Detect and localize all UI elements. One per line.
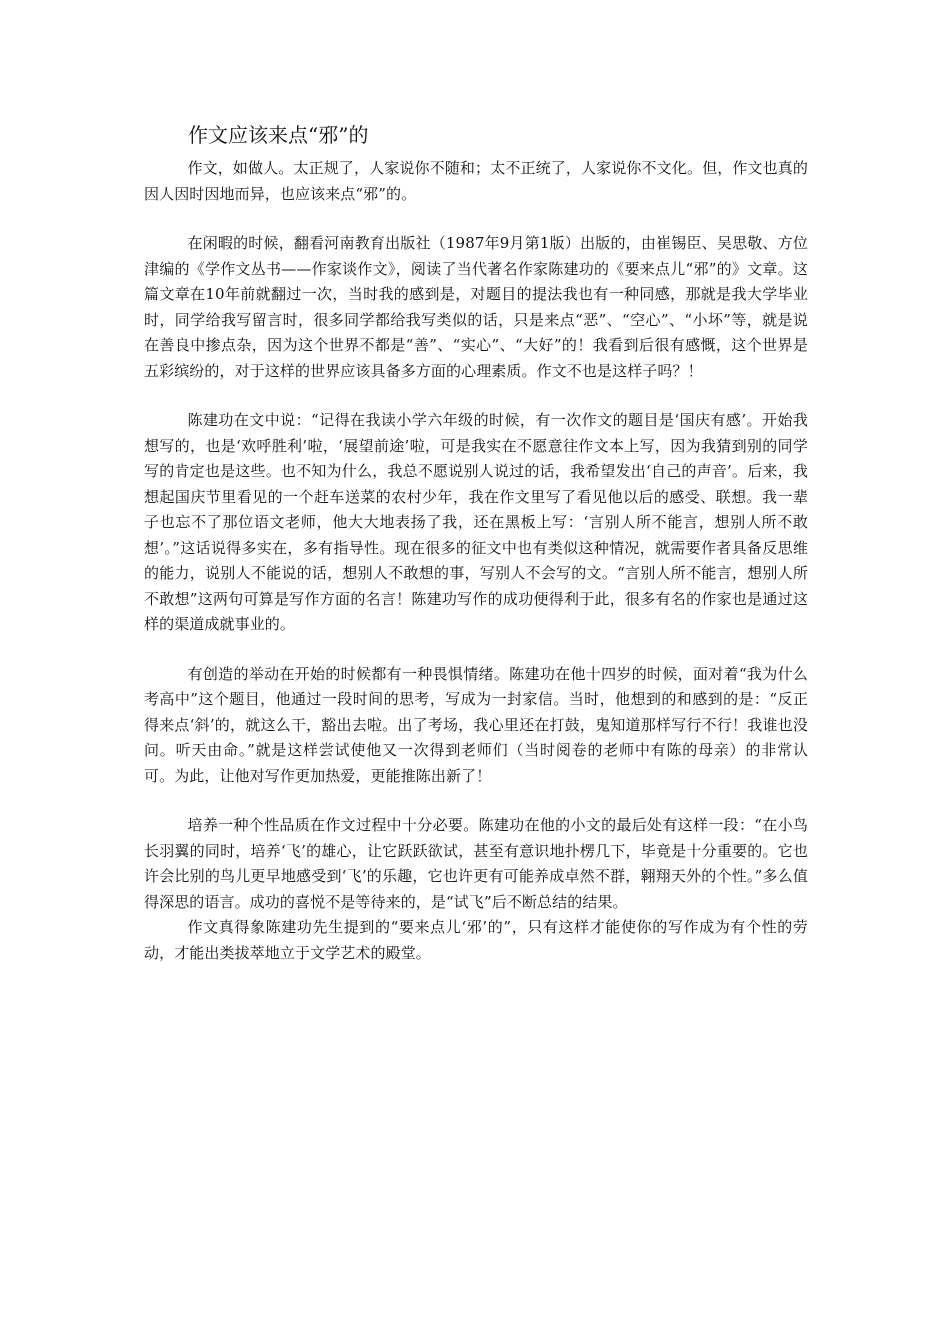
paragraph-gap [144,384,808,408]
document-title: 作文应该来点“邪”的 [188,123,369,147]
paragraph-gap [144,638,808,662]
paragraph-gap [144,207,808,231]
paragraph-background: 在闲暇的时候，翻看河南教育出版社（1987年9月第1版）出版的，由崔锡臣、吴思敬、方位津编的《学作文丛书——作家谈作文》，阅读了当代著名作家陈建功的《要来点儿“邪”的》文章。这篇文章在10年前就翻过一次，当时我的感到是，对题目的提法我也有一种同感，那就是我大学毕业时，同学给我写留言时，很多同学都给我写类似的话，只是来点“恶”、“空心”、“小坏”等，就是说在善良中掺点杂，因为这个世界不都是“善”、“实心”、“大好”的！我看到后很有感慨，这个世界是五彩缤纷的，对于这样的世界应该具备多方面的心理素质。作文不也是这样子吗？！ [144,234,808,380]
document-body [144,120,808,966]
paragraph-conclusion: 作文真得象陈建功先生提到的“要来点儿‘邪’的”，只有这样才能使你的写作成为有个性的劳动，才能出类拔萃地立于文学艺术的殿堂。 [144,918,808,962]
paragraph-quote: 陈建功在文中说：“记得在我读小学六年级的时候，有一次作文的题目是‘国庆有感’。开始我想写的，也是‘欢呼胜利’啦，‘展望前途’啦，可是我实在不愿意往作文本上写，因为我猜到别的同学写的肯定也是这些。也不知为什么，我总不愿说别人说过的话，我希望发出‘自己的声音’。后来，我想起国庆节里看见的一个赶车送菜的农村少年，我在作文里写了看见他以后的感受、联想。我一辈子也忘不了那位语文老师，他大大地表扬了我，还在黑板上写：‘言别人所不能言，想别人所不敢想’。”这话说得多实在，多有指导性。现在很多的征文中也有类似这种情况，就需要作者具备反思维的能力，说别人不能说的话，想别人不敢想的事，写别人不会写的文。“言别人所不能言，想别人所不敢想”这两句可算是写作方面的名言！陈建功写作的成功便得利于此，很多有名的作家也是通过这样的渠道成就事业的。 [144,411,808,633]
paragraph-gap [144,789,808,813]
paragraph-intro: 作文，如做人。太正规了，人家说你不随和；太不正统了，人家说你不文化。但，作文也真的因人因时因地而异，也应该来点“邪”的。 [144,159,808,203]
paragraph-creativity: 有创造的举动在开始的时候都有一种畏惧情绪。陈建功在他十四岁的时候，面对着“我为什么考高中”这个题目，他通过一段时间的思考，写成为一封家信。当时，他想到的和感到的是：“反正得来点‘斜’的，就这么干，豁出去啦。出了考场，我心里还在打鼓，鬼知道那样写行不行！我谁也没问。听天由命。”就是这样尝试使他又一次得到老师们（当时阅卷的老师中有陈的母亲）的非常认可。为此，让他对写作更加热爱，更能推陈出新了！ [144,664,808,785]
paragraph-personality: 培养一种个性品质在作文过程中十分必要。陈建功在他的小文的最后处有这样一段：“在小鸟长羽翼的同时，培养‘飞’的雄心，让它跃跃欲试，甚至有意识地扑楞几下，毕竟是十分重要的。它也许会比别的鸟儿更早地感受到‘飞’的乐趣，它也许更有可能养成卓然不群，翱翔天外的个性。”多么值得深思的语言。成功的喜悦不是等待来的，是“试飞”后不断总结的结果。 [144,816,808,911]
